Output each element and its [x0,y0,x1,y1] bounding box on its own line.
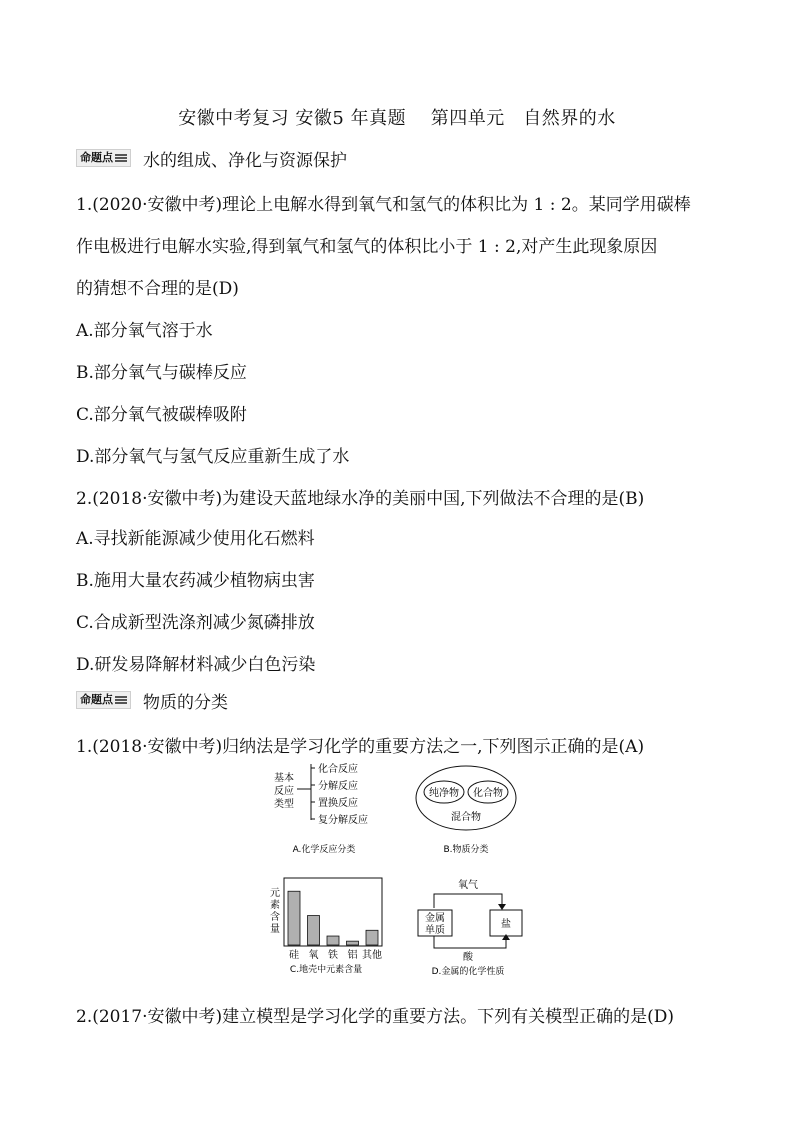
panel-c-crust-elements-chart [270,878,382,975]
question-figure [264,754,544,980]
panel-a-reaction-types [274,762,368,855]
chart-bar [288,891,300,945]
list-icon [115,695,127,705]
answer-option: A.部分氧气溶于水 [76,321,213,341]
section-badge-label: 命题点 [80,693,113,706]
section-header-1 [76,146,347,170]
panel-caption: C.地壳中元素含量 [289,965,363,975]
inner-label: 化合物 [473,788,503,799]
chart-x-tick-label: 硅 [289,950,299,961]
reaction-type-item: 置换反应 [318,798,358,809]
outer-label: 混合物 [451,812,481,823]
answer-option: D.研发易降解材料减少白色污染 [76,655,316,675]
reaction-type-item: 复分解反应 [318,815,368,826]
page-title: 安徽中考复习 安徽5 年真题 第四单元 自然界的水 [178,108,616,129]
chart-x-tick-label: 氧 [308,950,319,961]
panel-a-side-label: 类型 [274,799,294,810]
answer-option: B.部分氧气与碳棒反应 [76,363,247,383]
chart-x-tick-label: 铝 [347,950,358,961]
chart-bar [366,930,378,945]
panel-b-substance-classification [416,766,516,855]
section-badge-label: 命题点 [80,151,113,164]
answer-option: C.合成新型洗涤剂减少氮磷排放 [76,613,315,633]
box-label: 金属 [425,913,445,924]
arrow-label-bottom: 酸 [463,952,473,963]
chart-bars [288,891,378,945]
figure-svg [264,754,544,980]
panel-a-side-label: 基本 [274,773,294,784]
question-line: 2.(2017·安徽中考)建立模型是学习化学的重要方法。下列有关模型正确的是(D) [76,1007,675,1027]
section-heading: 水的组成、净化与资源保护 [143,150,347,171]
arrow-line-top [434,894,502,908]
section-header-2 [76,688,228,712]
section-heading: 物质的分类 [143,692,228,713]
panel-d-metal-properties [418,878,522,977]
chart-bar [308,916,320,945]
section-badge [76,691,131,709]
chart-x-tick-label: 其他 [362,950,382,961]
answer-option: C.部分氧气被碳棒吸附 [76,405,247,425]
inner-label: 纯净物 [429,788,459,799]
panel-a-side-label: 反应 [274,786,294,797]
chart-ylabel: 素 [270,900,280,911]
chart-bar [347,941,359,945]
chart-ylabel: 含 [270,912,280,923]
panel-caption: D.金属的化学性质 [431,967,505,977]
arrow-head [502,934,510,940]
box-label: 单质 [425,925,445,936]
reaction-type-item: 分解反应 [318,781,358,792]
reaction-type-item: 化合反应 [318,764,358,775]
answer-option: B.施用大量农药减少植物病虫害 [76,571,315,591]
panel-caption: B.物质分类 [443,845,489,855]
question-line: 2.(2018·安徽中考)为建设天蓝地绿水净的美丽中国,下列做法不合理的是(B) [76,489,645,509]
question-line: 的猜想不合理的是(D) [76,279,239,299]
list-icon [115,153,127,163]
answer-option: A.寻找新能源减少使用化石燃料 [76,529,315,549]
box-label: 盐 [501,919,511,930]
arrow-head [498,904,506,910]
chart-x-ticks [289,948,382,961]
chart-x-tick-label: 铁 [328,950,338,961]
chart-ylabel: 量 [270,924,280,935]
arrow-line-bottom [434,936,506,948]
arrow-label-top: 氧气 [458,880,478,891]
chart-bar [327,936,339,945]
answer-option: D.部分氧气与氢气反应重新生成了水 [76,447,350,467]
question-line: 作电极进行电解水实验,得到氧气和氢气的体积比小于 1 : 2,对产生此现象原因 [76,237,658,257]
section-badge [76,149,131,167]
panel-caption: A.化学反应分类 [292,845,356,855]
question-line: 1.(2020·安徽中考)理论上电解水得到氧气和氢气的体积比为 1 : 2。某同学用碳棒 [76,195,691,215]
chart-ylabel: 元 [270,888,280,899]
question-line: 1.(2018·安徽中考)归纳法是学习化学的重要方法之一,下列图示正确的是(A) [76,737,645,757]
